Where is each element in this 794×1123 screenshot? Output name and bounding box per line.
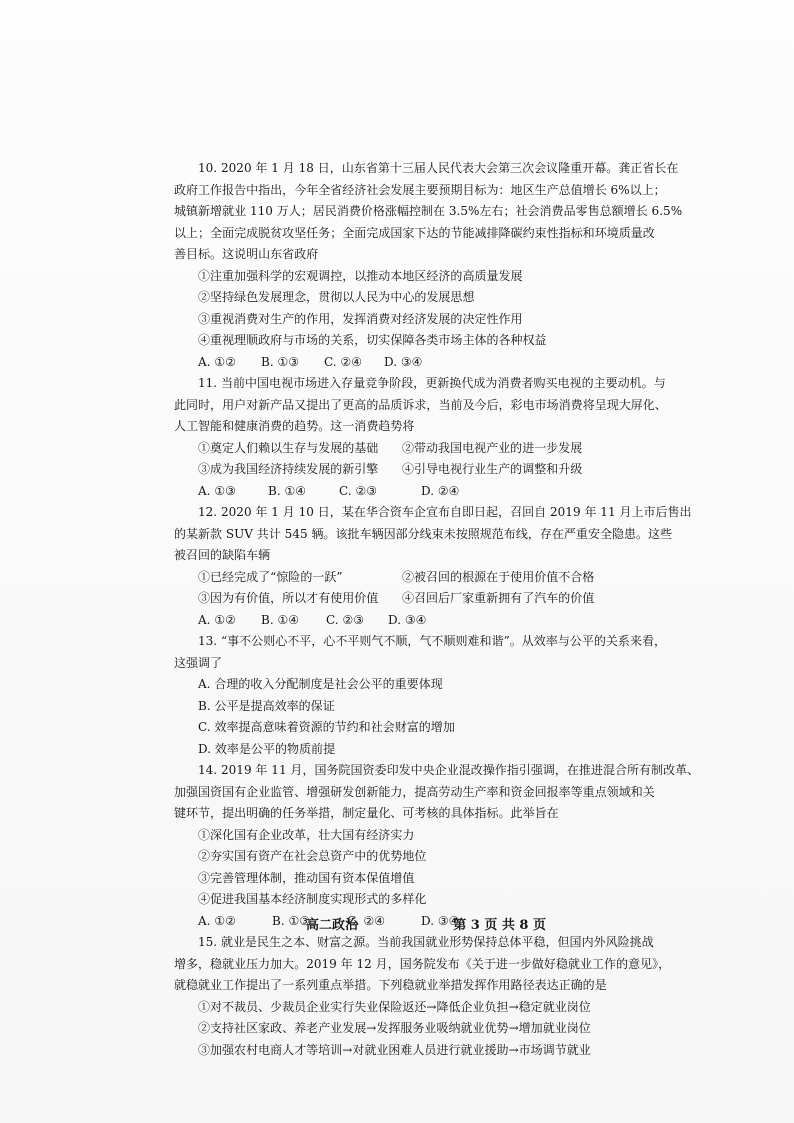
footer-subject: 高二政治 (306, 918, 359, 933)
q11-option-2: ②带动我国电视产业的进一步发展 (402, 440, 583, 455)
q15-stem-line-1: 15. 就业是民生之本、财富之源。当前我国就业形势保持总体平稳，但国内外风险挑战 (198, 935, 654, 949)
q14-option-3: ③完善管理体制，推动国有资本保值增值 (198, 870, 415, 885)
q15-stem-line-2: 增多，稳就业压力加大。2019 年 12 月，国务院发布《关于进一步做好稳就业工作的意见》， (174, 956, 671, 971)
q15-option-2: ②支持社区家政、养老产业发展→发挥服务业吸纳就业优势→增加就业岗位 (198, 1021, 591, 1035)
q12-choice-d: D. ③④ (388, 612, 427, 627)
q12-option-1: ①已经完成了“惊险的一跃” (198, 569, 343, 584)
q10-choices (174, 352, 644, 374)
q10-choice-c: C. ②④ (324, 354, 362, 369)
q14-choice-d: D. ③④ (421, 913, 460, 928)
q11-option-row-2 (174, 459, 644, 481)
q10-stem-line-4: 以上；全面完成脱贫攻坚任务；全面完成国家下达的节能减排降碳约束性指标和环境质量改 (174, 225, 655, 240)
q10-stem-line-5: 善目标。这说明山东省政府 (174, 247, 319, 261)
q14-choice-c: C. ②④ (347, 913, 385, 928)
q12-option-2: ②被召回的根源在于使用价值不合格 (402, 569, 595, 584)
q12-choices (174, 610, 644, 632)
q12-choice-b: B. ①④ (261, 612, 300, 627)
q13-stem-line-1: 13. “事不公则心不平，心不平则气不顺，气不顺则难和谐”。从效率与公平的关系来看， (198, 634, 667, 648)
q14-option-2: ②夯实国有资产在社会总资产中的优势地位 (198, 849, 427, 863)
q14-choice-a: A. ①② (198, 913, 236, 928)
q11-option-3: ③成为我国经济持续发展的新引擎 (198, 462, 379, 476)
page-footer (306, 914, 546, 933)
q11-option-4: ④引导电视行业生产的调整和升级 (402, 462, 583, 476)
footer-page-number: 第 3 页 共 8 页 (453, 918, 546, 933)
q11-stem-line-2: 此同时，用户对新产品又提出了更高的品质诉求，当前及今后，彩电市场消费将呈现大屏化、 (174, 397, 667, 412)
q10-option-1: ①注重加强科学的宏观调控，以推动本地区经济的高质量发展 (198, 268, 523, 283)
q11-choice-b: B. ①④ (268, 483, 307, 498)
q10-stem-line-3: 城镇新增就业 110 万人；居民消费价格涨幅控制在 3.5%左右；社会消费品零售总额增长 6.5% (174, 204, 683, 218)
q11-choice-a: A. ①③ (198, 483, 236, 498)
q11-choice-d: D. ②④ (421, 483, 460, 498)
q13-option-d: D. 效率是公平的物质前提 (198, 741, 336, 756)
q12-choice-a: A. ①② (198, 612, 236, 627)
q12-option-row-1 (174, 567, 644, 589)
q13-option-a: A. 合理的收入分配制度是社会公平的重要体现 (198, 677, 443, 691)
q10-choice-d: D. ③④ (384, 354, 423, 369)
q10-choice-b: B. ①③ (261, 354, 300, 369)
q11-choices (174, 481, 644, 503)
q10-choice-a: A. ①② (198, 354, 236, 369)
q10-option-3: ③重视消费对生产的作用，发挥消费对经济发展的决定性作用 (198, 311, 523, 326)
q14-option-4: ④促进我国基本经济制度实现形式的多样化 (198, 892, 427, 906)
q11-stem-line-1: 11. 当前中国电视市场进入存量竞争阶段，更新换代成为消费者购买电视的主要动机。与 (198, 376, 666, 390)
q13-option-b: B. 公平是提高效率的保证 (198, 698, 335, 713)
q11-option-1: ①奠定人们赖以生存与发展的基础 (198, 440, 379, 455)
q12-stem-line-2: 的某新款 SUV 共计 545 辆。该批车辆因部分线束未按照规范布线，存在严重安全隐患。这些 (174, 526, 673, 541)
q15-stem-line-3: 就稳就业工作提出了一系列重点举措。下列稳就业举措发挥作用路径表达正确的是 (174, 978, 607, 992)
q13-stem-line-2: 这强调了 (174, 655, 223, 670)
q12-choice-c: C. ②③ (326, 612, 364, 627)
q10-stem-line-2: 政府工作报告中指出，今年全省经济社会发展主要预期目标为：地区生产总值增长 6%以上； (174, 182, 666, 197)
q12-stem-line-1: 12. 2020 年 1 月 10 日，某在华合资车企宣布自即日起，召回自 2019 年 11 月上市后售出 (198, 505, 692, 519)
q11-stem-line-3: 人工智能和健康消费的趋势。这一消费趋势将 (174, 419, 415, 433)
q14-stem-line-1: 14. 2019 年 11 月，国务院国资委印发中央企业混改操作指引强调，在推进混合所有制改革、 (198, 763, 700, 777)
q11-option-row-1 (174, 438, 644, 460)
q12-option-row-2 (174, 588, 644, 610)
q14-stem-line-2: 加强国资国有企业监管、增强研发创新能力，提高劳动生产率和资金回报率等重点领域和关 (174, 784, 655, 799)
q10-option-4: ④重视理顺政府与市场的关系，切实保障各类市场主体的各种权益 (198, 333, 547, 347)
q14-option-1: ①深化国有企业改革，壮大国有经济实力 (198, 827, 415, 842)
q13-option-c: C. 效率提高意味着资源的节约和社会财富的增加 (198, 720, 455, 734)
q10-option-2: ②坚持绿色发展理念，贯彻以人民为中心的发展思想 (198, 290, 475, 304)
q15-option-1: ①对不裁员、少裁员企业实行失业保险返还→降低企业负担→稳定就业岗位 (198, 999, 591, 1014)
q14-choice-b: B. ①③ (272, 913, 311, 928)
q10-stem-line-1: 10. 2020 年 1 月 18 日，山东省第十三届人民代表大会第三次会议隆重开幕。龚正省长在 (198, 161, 679, 175)
q12-option-3: ③因为有价值，所以才有使用价值 (198, 591, 379, 605)
q12-stem-line-3: 被召回的缺陷车辆 (174, 548, 271, 562)
q11-choice-c: C. ②③ (339, 483, 377, 498)
q12-option-4: ④召回后厂家重新拥有了汽车的价值 (402, 591, 595, 605)
q15-option-3: ③加强农村电商人才等培训→对就业困难人员进行就业援助→市场调节就业 (198, 1042, 591, 1057)
q14-stem-line-3: 键环节，提出明确的任务举措，制定量化、可考核的具体指标。此举旨在 (174, 806, 559, 820)
